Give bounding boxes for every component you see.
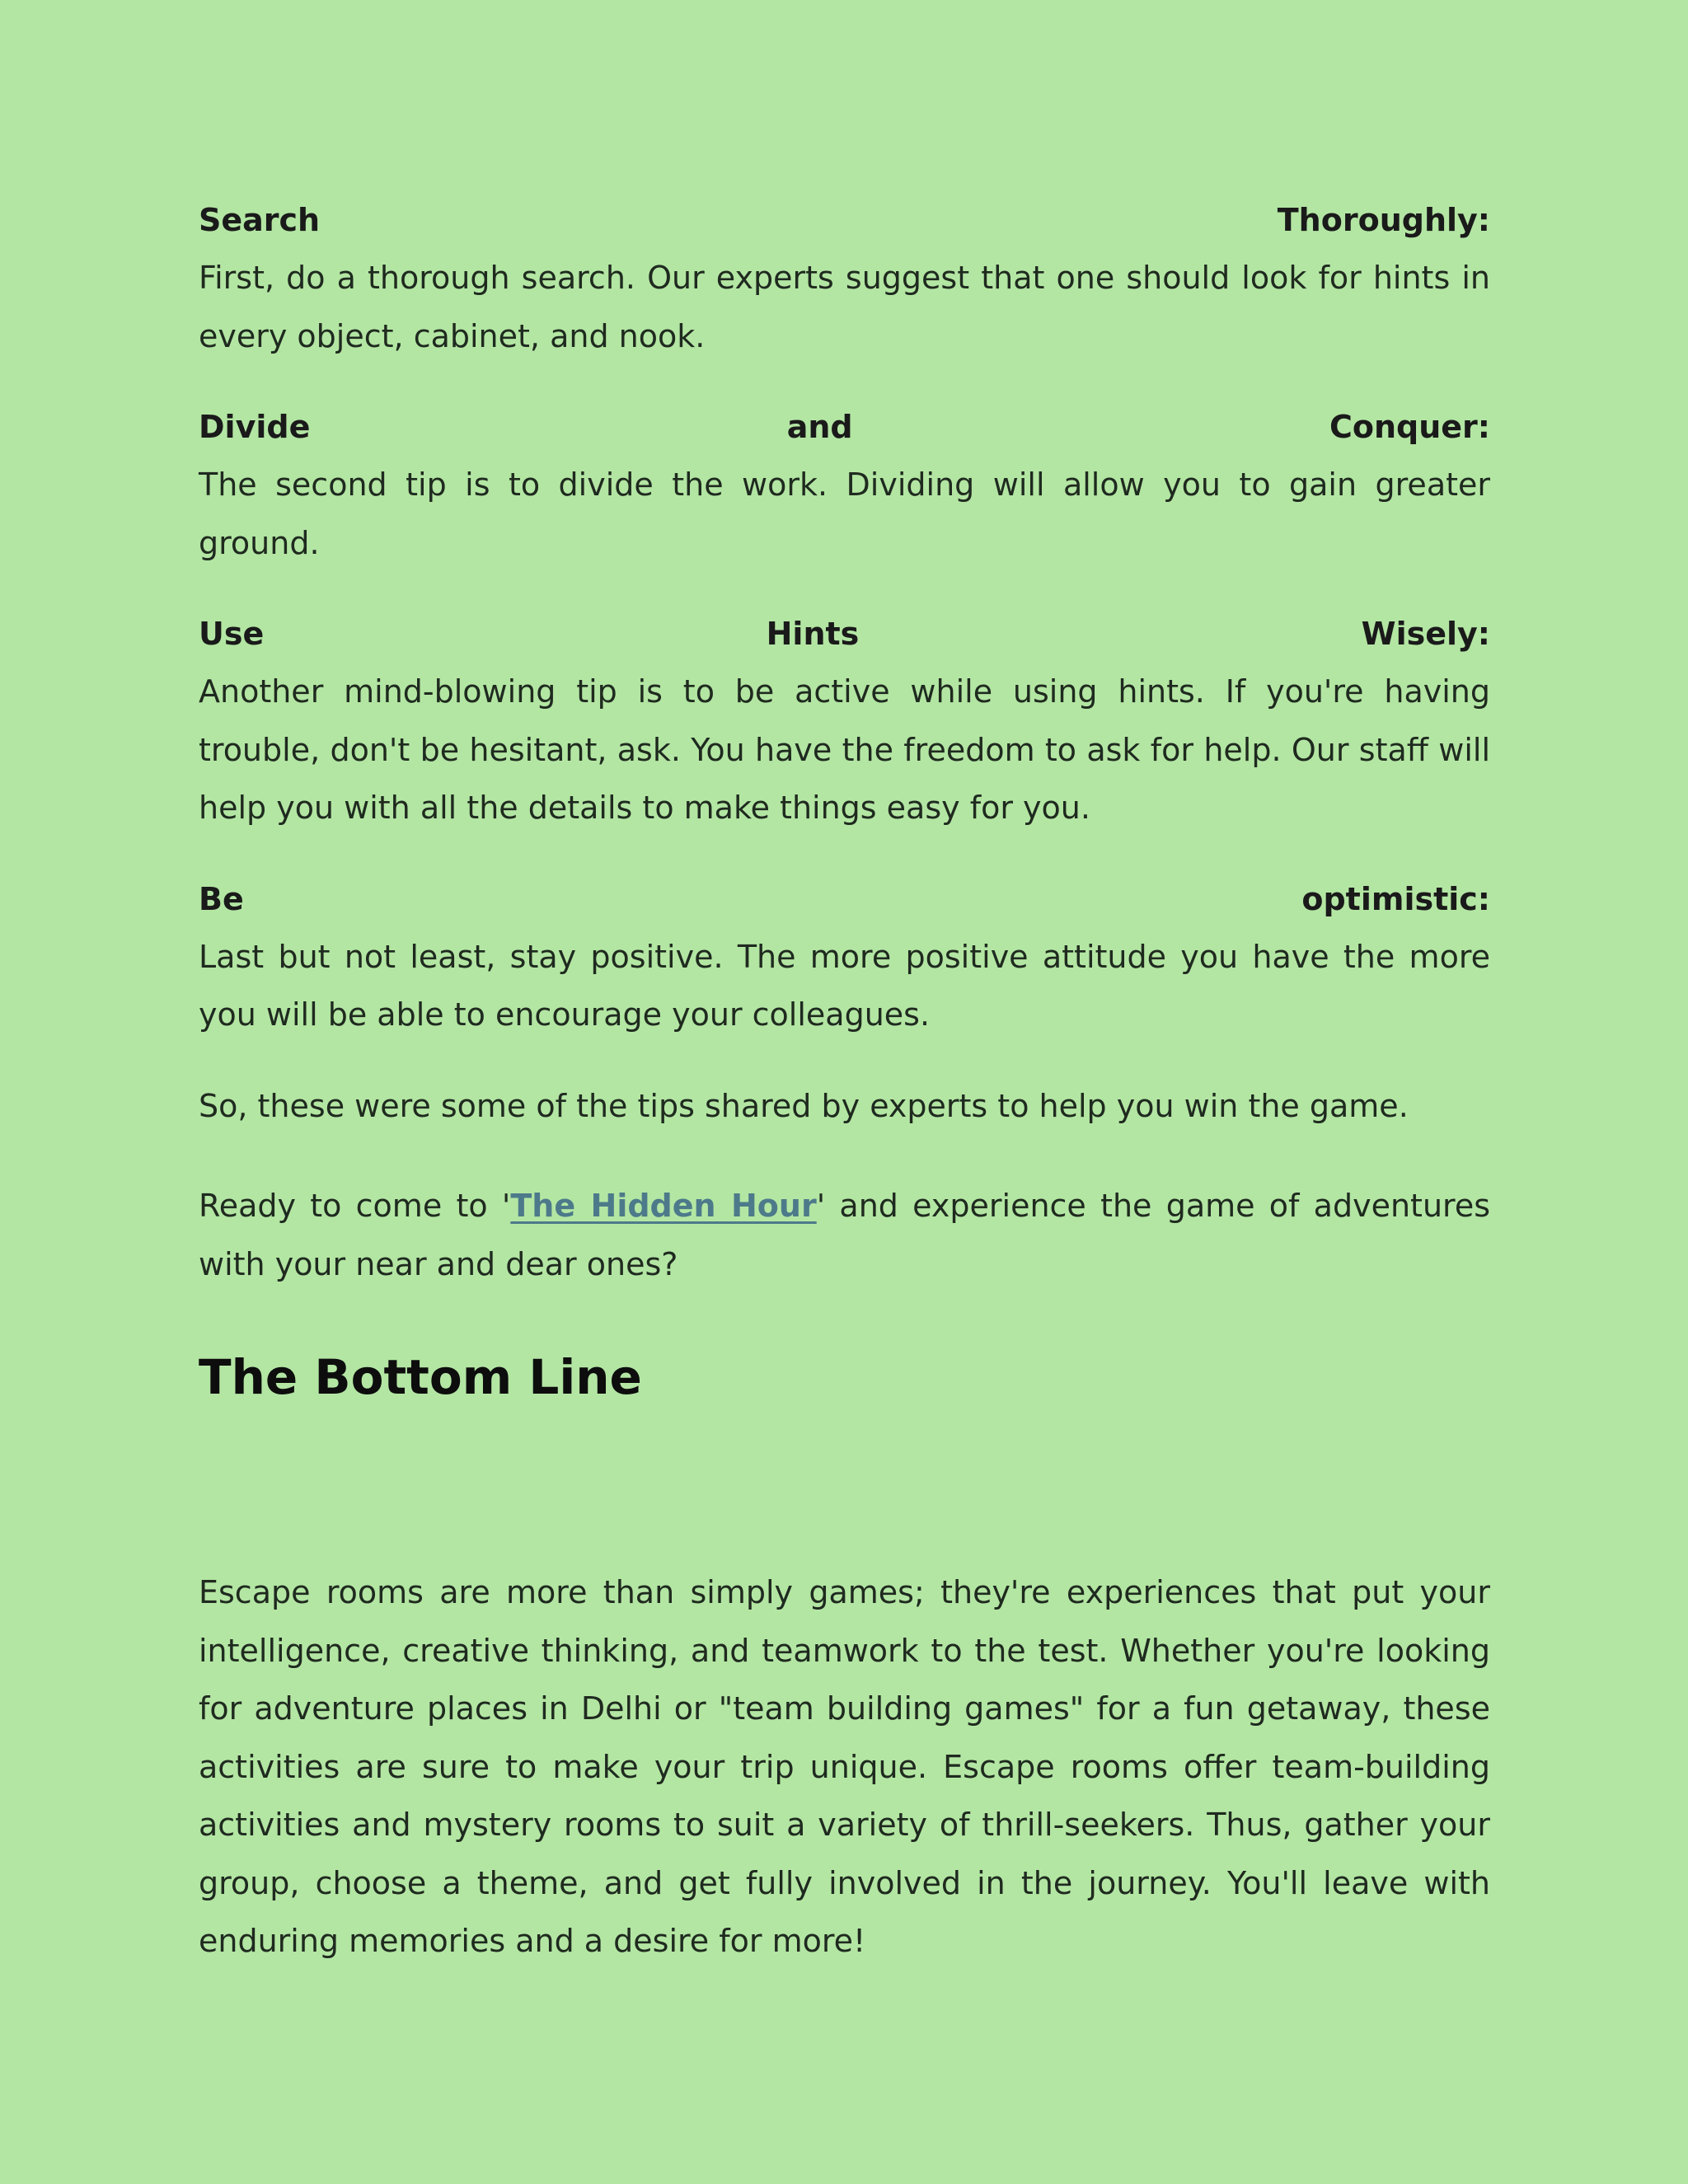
tip-heading-word: Conquer: <box>1329 409 1490 445</box>
tip-heading-word: Search <box>199 202 321 238</box>
the-hidden-hour-link[interactable]: The Hidden Hour <box>510 1188 817 1224</box>
tip-heading-word: Wisely: <box>1361 616 1490 652</box>
tip-divide-and-conquer <box>199 398 1490 572</box>
article-content <box>199 191 1490 1971</box>
cta-text-before: Ready to come to ' <box>199 1188 511 1224</box>
bottom-line-heading-wrapper <box>199 1293 1490 1563</box>
tip-body: The second tip is to divide the work. Dividing will allow you to gain greater ground. <box>199 466 1490 561</box>
tip-search-thoroughly <box>199 191 1490 365</box>
call-to-action-paragraph <box>199 1177 1490 1293</box>
tip-heading-word: Thoroughly: <box>1277 202 1490 238</box>
tip-heading-word: Hints <box>766 616 860 652</box>
tip-body: Another mind-blowing tip is to be active while using hints. If you're having trouble, don't be hesitant, ask. You have the freedom to ask for help. Our staff will help you with all the details to make things easy for you. <box>199 673 1490 826</box>
tip-heading-word: Be <box>199 880 244 917</box>
tip-heading-word: Divide <box>199 409 311 445</box>
tip-heading <box>199 870 1490 928</box>
tip-use-hints-wisely <box>199 605 1490 837</box>
section-heading-bottom-line: The Bottom Line <box>199 1349 642 1405</box>
tip-body: Last but not least, stay positive. The more positive attitude you have the more you will be able to encourage your colleagues. <box>199 938 1490 1033</box>
tip-heading <box>199 398 1490 456</box>
bottom-line-body: Escape rooms are more than simply games; they're experiences that put your intelligence, creative thinking, and teamwork to the test. Whether you're looking for adventure places in Delhi or "team building games" for a fun getaway, these activities are sure to make your trip unique. Escape rooms offer team-building activities and mystery rooms to suit a variety of thrill-seekers. Thus, gather your group, choose a theme, and get fully involved in the journey. You'll leave with enduring memories and a desire for more! <box>199 1574 1490 1959</box>
summary-sentence: So, these were some of the tips shared by experts to help you win the game. <box>199 1087 1409 1124</box>
cta-text-after: ' and experience the game of adventures with your near and dear ones? <box>199 1188 1490 1282</box>
tip-body: First, do a thorough search. Our experts suggest that one should look for hints in every object, cabinet, and nook. <box>199 260 1490 354</box>
tip-heading-word: and <box>786 409 853 445</box>
tip-heading-word: Use <box>199 616 265 652</box>
tip-be-optimistic <box>199 870 1490 1044</box>
tip-heading <box>199 605 1490 663</box>
tip-heading-word: optimistic: <box>1301 880 1490 917</box>
tip-heading <box>199 191 1490 249</box>
